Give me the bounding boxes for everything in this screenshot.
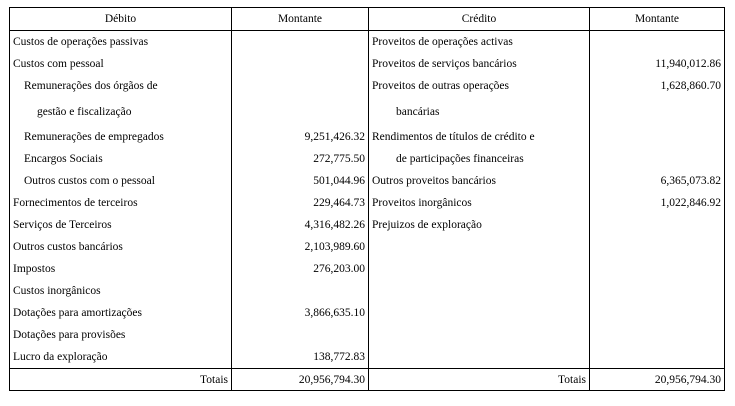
table-row bbox=[10, 324, 725, 346]
table-row bbox=[10, 126, 725, 148]
debito-value bbox=[232, 280, 369, 302]
credito-value bbox=[590, 258, 725, 280]
debito-label: Remunerações de empregados bbox=[10, 126, 232, 148]
credito-value bbox=[590, 324, 725, 346]
debito-value bbox=[232, 53, 369, 75]
debito-value bbox=[232, 31, 369, 54]
debito-value bbox=[232, 97, 369, 126]
totals-label-debito: Totais bbox=[10, 369, 232, 391]
debito-label: Outros custos bancários bbox=[10, 236, 232, 258]
header-montante-credito: Montante bbox=[590, 8, 725, 31]
totals-value-credito: 20,956,794.30 bbox=[590, 369, 725, 391]
credito-value bbox=[590, 97, 725, 126]
credito-label bbox=[369, 280, 590, 302]
credito-value: 1,628,860.70 bbox=[590, 75, 725, 97]
credito-value: 1,022,846.92 bbox=[590, 192, 725, 214]
demonstracao-resultados-table bbox=[9, 7, 725, 391]
credito-value bbox=[590, 126, 725, 148]
credito-label: Proveitos de serviços bancários bbox=[369, 53, 590, 75]
debito-label: Dotações para provisões bbox=[10, 324, 232, 346]
credito-label bbox=[369, 346, 590, 369]
credito-label: de participações financeiras bbox=[369, 148, 590, 170]
table-row bbox=[10, 302, 725, 324]
header-debito: Débito bbox=[10, 8, 232, 31]
credito-value bbox=[590, 280, 725, 302]
table-row bbox=[10, 236, 725, 258]
credito-value: 6,365,073.82 bbox=[590, 170, 725, 192]
credito-value bbox=[590, 302, 725, 324]
totals-value-debito: 20,956,794.30 bbox=[232, 369, 369, 391]
credito-label bbox=[369, 236, 590, 258]
table-row bbox=[10, 258, 725, 280]
totals-row bbox=[10, 369, 725, 391]
debito-label: Dotações para amortizações bbox=[10, 302, 232, 324]
header-row bbox=[10, 8, 725, 31]
table-row bbox=[10, 214, 725, 236]
debito-label: Custos inorgânicos bbox=[10, 280, 232, 302]
credito-value bbox=[590, 346, 725, 369]
credito-label: Proveitos de outras operações bbox=[369, 75, 590, 97]
debito-value: 272,775.50 bbox=[232, 148, 369, 170]
debito-value: 276,203.00 bbox=[232, 258, 369, 280]
table-row bbox=[10, 192, 725, 214]
debito-label: Custos de operações passivas bbox=[10, 31, 232, 54]
debito-label: Fornecimentos de terceiros bbox=[10, 192, 232, 214]
debito-value bbox=[232, 75, 369, 97]
debito-value: 4,316,482.26 bbox=[232, 214, 369, 236]
debito-label: Custos com pessoal bbox=[10, 53, 232, 75]
credito-label bbox=[369, 258, 590, 280]
credito-value bbox=[590, 214, 725, 236]
debito-value: 229,464.73 bbox=[232, 192, 369, 214]
credito-label bbox=[369, 302, 590, 324]
debito-value: 501,044.96 bbox=[232, 170, 369, 192]
credito-label: Outros proveitos bancários bbox=[369, 170, 590, 192]
table-row bbox=[10, 31, 725, 54]
credito-label: bancárias bbox=[369, 97, 590, 126]
debito-label: Outros custos com o pessoal bbox=[10, 170, 232, 192]
credito-label: Prejuizos de exploração bbox=[369, 214, 590, 236]
table-row bbox=[10, 280, 725, 302]
credito-value bbox=[590, 148, 725, 170]
totals-label-credito: Totais bbox=[369, 369, 590, 391]
debito-label: Encargos Sociais bbox=[10, 148, 232, 170]
header-montante-debito: Montante bbox=[232, 8, 369, 31]
table-row bbox=[10, 97, 725, 126]
debito-value: 2,103,989.60 bbox=[232, 236, 369, 258]
debito-value bbox=[232, 324, 369, 346]
credito-label bbox=[369, 324, 590, 346]
table-row bbox=[10, 346, 725, 369]
credito-label: Proveitos inorgânicos bbox=[369, 192, 590, 214]
debito-label: Impostos bbox=[10, 258, 232, 280]
credito-label: Proveitos de operações activas bbox=[369, 31, 590, 54]
debito-value: 9,251,426.32 bbox=[232, 126, 369, 148]
table-row bbox=[10, 75, 725, 97]
table-row bbox=[10, 53, 725, 75]
debito-value: 3,866,635.10 bbox=[232, 302, 369, 324]
table-row bbox=[10, 148, 725, 170]
debito-value: 138,772.83 bbox=[232, 346, 369, 369]
debito-label: Serviços de Terceiros bbox=[10, 214, 232, 236]
debito-label: gestão e fiscalização bbox=[10, 97, 232, 126]
table-row bbox=[10, 170, 725, 192]
credito-value bbox=[590, 31, 725, 54]
credito-value bbox=[590, 236, 725, 258]
debito-label: Lucro da exploração bbox=[10, 346, 232, 369]
credito-label: Rendimentos de títulos de crédito e bbox=[369, 126, 590, 148]
debito-label: Remunerações dos órgãos de bbox=[10, 75, 232, 97]
credito-value: 11,940,012.86 bbox=[590, 53, 725, 75]
header-credito: Crédito bbox=[369, 8, 590, 31]
